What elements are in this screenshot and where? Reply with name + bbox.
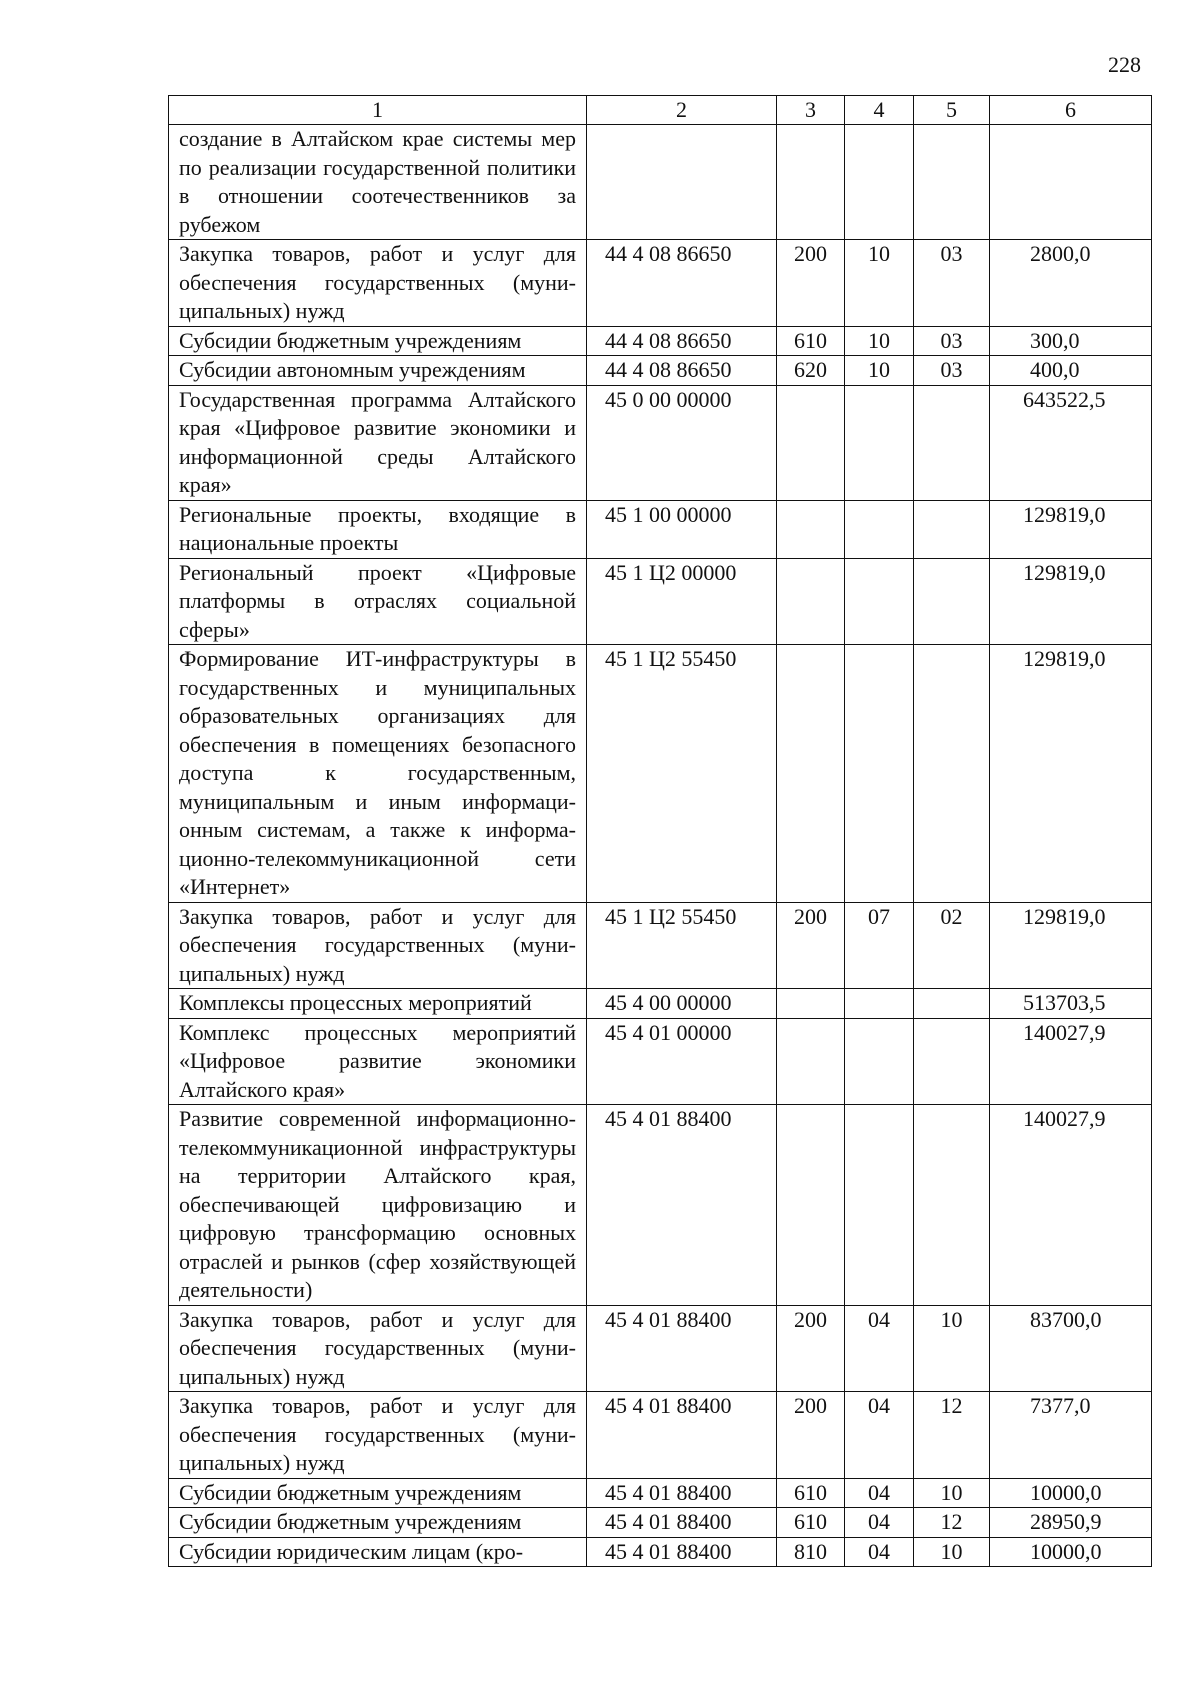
cell-code: 45 1 Ц2 00000 <box>587 558 777 645</box>
cell-code: 45 1 Ц2 55450 <box>587 645 777 903</box>
cell-subsection <box>914 500 990 558</box>
cell-section <box>845 125 914 240</box>
cell-section <box>845 645 914 903</box>
cell-subsection: 03 <box>914 356 990 386</box>
cell-section <box>845 1105 914 1306</box>
cell-amount: 129819,0 <box>990 558 1152 645</box>
cell-code: 45 4 01 88400 <box>587 1392 777 1479</box>
cell-name: Субсидии бюджетным учреждениям <box>169 1478 587 1508</box>
table-row <box>169 1478 1152 1508</box>
table-row <box>169 385 1152 500</box>
table-row <box>169 125 1152 240</box>
cell-code: 45 4 01 88400 <box>587 1508 777 1538</box>
cell-name: Закупка товаров, работ и услуг для обеспечения государственных (муниципальных) нужд <box>169 1305 587 1392</box>
cell-code: 45 4 01 88400 <box>587 1478 777 1508</box>
cell-code: 44 4 08 86650 <box>587 356 777 386</box>
cell-subsection: 02 <box>914 902 990 989</box>
cell-name: Закупка товаров, работ и услуг для обеспечения государственных (муниципальных) нужд <box>169 1392 587 1479</box>
cell-section: 04 <box>845 1478 914 1508</box>
cell-amount: 513703,5 <box>990 989 1152 1019</box>
cell-section: 10 <box>845 326 914 356</box>
cell-name: Субсидии автономным учреждениям <box>169 356 587 386</box>
cell-section: 04 <box>845 1305 914 1392</box>
cell-amount: 2800,0 <box>990 240 1152 327</box>
cell-code: 45 4 01 88400 <box>587 1105 777 1306</box>
cell-expense-type <box>777 558 845 645</box>
cell-amount: 129819,0 <box>990 902 1152 989</box>
table-body <box>169 125 1152 1567</box>
page-number: 228 <box>1108 52 1141 77</box>
cell-amount <box>990 125 1152 240</box>
cell-name: Субсидии бюджетным учреждениям <box>169 326 587 356</box>
cell-subsection: 03 <box>914 240 990 327</box>
cell-expense-type: 200 <box>777 1392 845 1479</box>
cell-code: 45 4 01 88400 <box>587 1537 777 1567</box>
table-row <box>169 1392 1152 1479</box>
cell-name: Закупка товаров, работ и услуг для обеспечения государственных (муниципальных) нужд <box>169 902 587 989</box>
table-row <box>169 500 1152 558</box>
table-row <box>169 902 1152 989</box>
table-row <box>169 645 1152 903</box>
cell-name: Комплексы процессных мероприятий <box>169 989 587 1019</box>
cell-code: 44 4 08 86650 <box>587 240 777 327</box>
column-header: 5 <box>914 96 990 125</box>
cell-amount: 129819,0 <box>990 645 1152 903</box>
table-row <box>169 356 1152 386</box>
cell-subsection <box>914 385 990 500</box>
table-row <box>169 1508 1152 1538</box>
cell-amount: 83700,0 <box>990 1305 1152 1392</box>
table-row <box>169 240 1152 327</box>
cell-expense-type: 610 <box>777 326 845 356</box>
cell-section <box>845 1018 914 1105</box>
cell-expense-type <box>777 500 845 558</box>
cell-amount: 129819,0 <box>990 500 1152 558</box>
cell-expense-type: 610 <box>777 1508 845 1538</box>
cell-subsection <box>914 1105 990 1306</box>
cell-section: 04 <box>845 1508 914 1538</box>
column-header: 2 <box>587 96 777 125</box>
cell-code <box>587 125 777 240</box>
cell-expense-type <box>777 1105 845 1306</box>
cell-expense-type <box>777 989 845 1019</box>
cell-name: Формирование ИТ-инфраструктуры в государственных и муниципальных образовательных организациях для обеспечения в помещениях безопасного доступа к государственным, муниципальным и иным информационным системам, а также к информационно-телекоммуникационной сети «Интернет» <box>169 645 587 903</box>
cell-section: 04 <box>845 1537 914 1567</box>
cell-expense-type <box>777 385 845 500</box>
cell-amount: 10000,0 <box>990 1478 1152 1508</box>
cell-subsection: 10 <box>914 1305 990 1392</box>
cell-code: 45 4 01 88400 <box>587 1305 777 1392</box>
cell-subsection <box>914 645 990 903</box>
cell-subsection <box>914 1018 990 1105</box>
cell-subsection <box>914 125 990 240</box>
cell-subsection: 12 <box>914 1392 990 1479</box>
cell-subsection: 12 <box>914 1508 990 1538</box>
cell-name: Региональный проект «Цифровые платформы в отраслях социальной сферы» <box>169 558 587 645</box>
cell-expense-type: 620 <box>777 356 845 386</box>
cell-section: 04 <box>845 1392 914 1479</box>
budget-table <box>168 95 1152 1567</box>
column-header: 1 <box>169 96 587 125</box>
cell-amount: 28950,9 <box>990 1508 1152 1538</box>
cell-name: создание в Алтайском крае системы мер по реализации государственной политики в отношении соотечественников за рубежом <box>169 125 587 240</box>
cell-code: 44 4 08 86650 <box>587 326 777 356</box>
table-row <box>169 1105 1152 1306</box>
table-header-row <box>169 96 1152 125</box>
cell-section <box>845 989 914 1019</box>
cell-name: Субсидии юридическим лицам (кро- <box>169 1537 587 1567</box>
column-header: 4 <box>845 96 914 125</box>
cell-name: Субсидии бюджетным учреждениям <box>169 1508 587 1538</box>
cell-subsection <box>914 558 990 645</box>
table-row <box>169 326 1152 356</box>
cell-expense-type <box>777 1018 845 1105</box>
cell-expense-type <box>777 645 845 903</box>
column-header: 6 <box>990 96 1152 125</box>
cell-name: Закупка товаров, работ и услуг для обеспечения государственных (муниципальных) нужд <box>169 240 587 327</box>
cell-amount: 10000,0 <box>990 1537 1152 1567</box>
cell-expense-type <box>777 125 845 240</box>
cell-expense-type: 810 <box>777 1537 845 1567</box>
cell-amount: 7377,0 <box>990 1392 1152 1479</box>
cell-code: 45 1 Ц2 55450 <box>587 902 777 989</box>
cell-section: 10 <box>845 240 914 327</box>
cell-expense-type: 610 <box>777 1478 845 1508</box>
cell-amount: 400,0 <box>990 356 1152 386</box>
cell-code: 45 1 00 00000 <box>587 500 777 558</box>
cell-code: 45 4 01 00000 <box>587 1018 777 1105</box>
cell-subsection <box>914 989 990 1019</box>
cell-subsection: 10 <box>914 1537 990 1567</box>
column-header: 3 <box>777 96 845 125</box>
cell-amount: 643522,5 <box>990 385 1152 500</box>
cell-section: 10 <box>845 356 914 386</box>
table-row <box>169 1537 1152 1567</box>
cell-subsection: 03 <box>914 326 990 356</box>
cell-section <box>845 558 914 645</box>
cell-expense-type: 200 <box>777 902 845 989</box>
table-row <box>169 1305 1152 1392</box>
cell-name: Развитие современной информационно-телекоммуникационной инфраструктуры на территории Алтайского края, обеспечивающей цифровизацию и цифровую трансформацию основных отраслей и рынков (сфер хозяйствующей деятельности) <box>169 1105 587 1306</box>
table-row <box>169 558 1152 645</box>
cell-subsection: 10 <box>914 1478 990 1508</box>
cell-expense-type: 200 <box>777 240 845 327</box>
cell-amount: 140027,9 <box>990 1018 1152 1105</box>
cell-name: Государственная программа Алтайского края «Цифровое развитие экономики и информационной среды Алтайского края» <box>169 385 587 500</box>
cell-expense-type: 200 <box>777 1305 845 1392</box>
cell-section: 07 <box>845 902 914 989</box>
cell-name: Региональные проекты, входящие в национальные проекты <box>169 500 587 558</box>
cell-code: 45 4 00 00000 <box>587 989 777 1019</box>
cell-amount: 300,0 <box>990 326 1152 356</box>
cell-section <box>845 500 914 558</box>
cell-name: Комплекс процессных мероприятий «Цифровое развитие экономики Алтайского края» <box>169 1018 587 1105</box>
table-row <box>169 1018 1152 1105</box>
cell-code: 45 0 00 00000 <box>587 385 777 500</box>
table-row <box>169 989 1152 1019</box>
cell-section <box>845 385 914 500</box>
cell-amount: 140027,9 <box>990 1105 1152 1306</box>
